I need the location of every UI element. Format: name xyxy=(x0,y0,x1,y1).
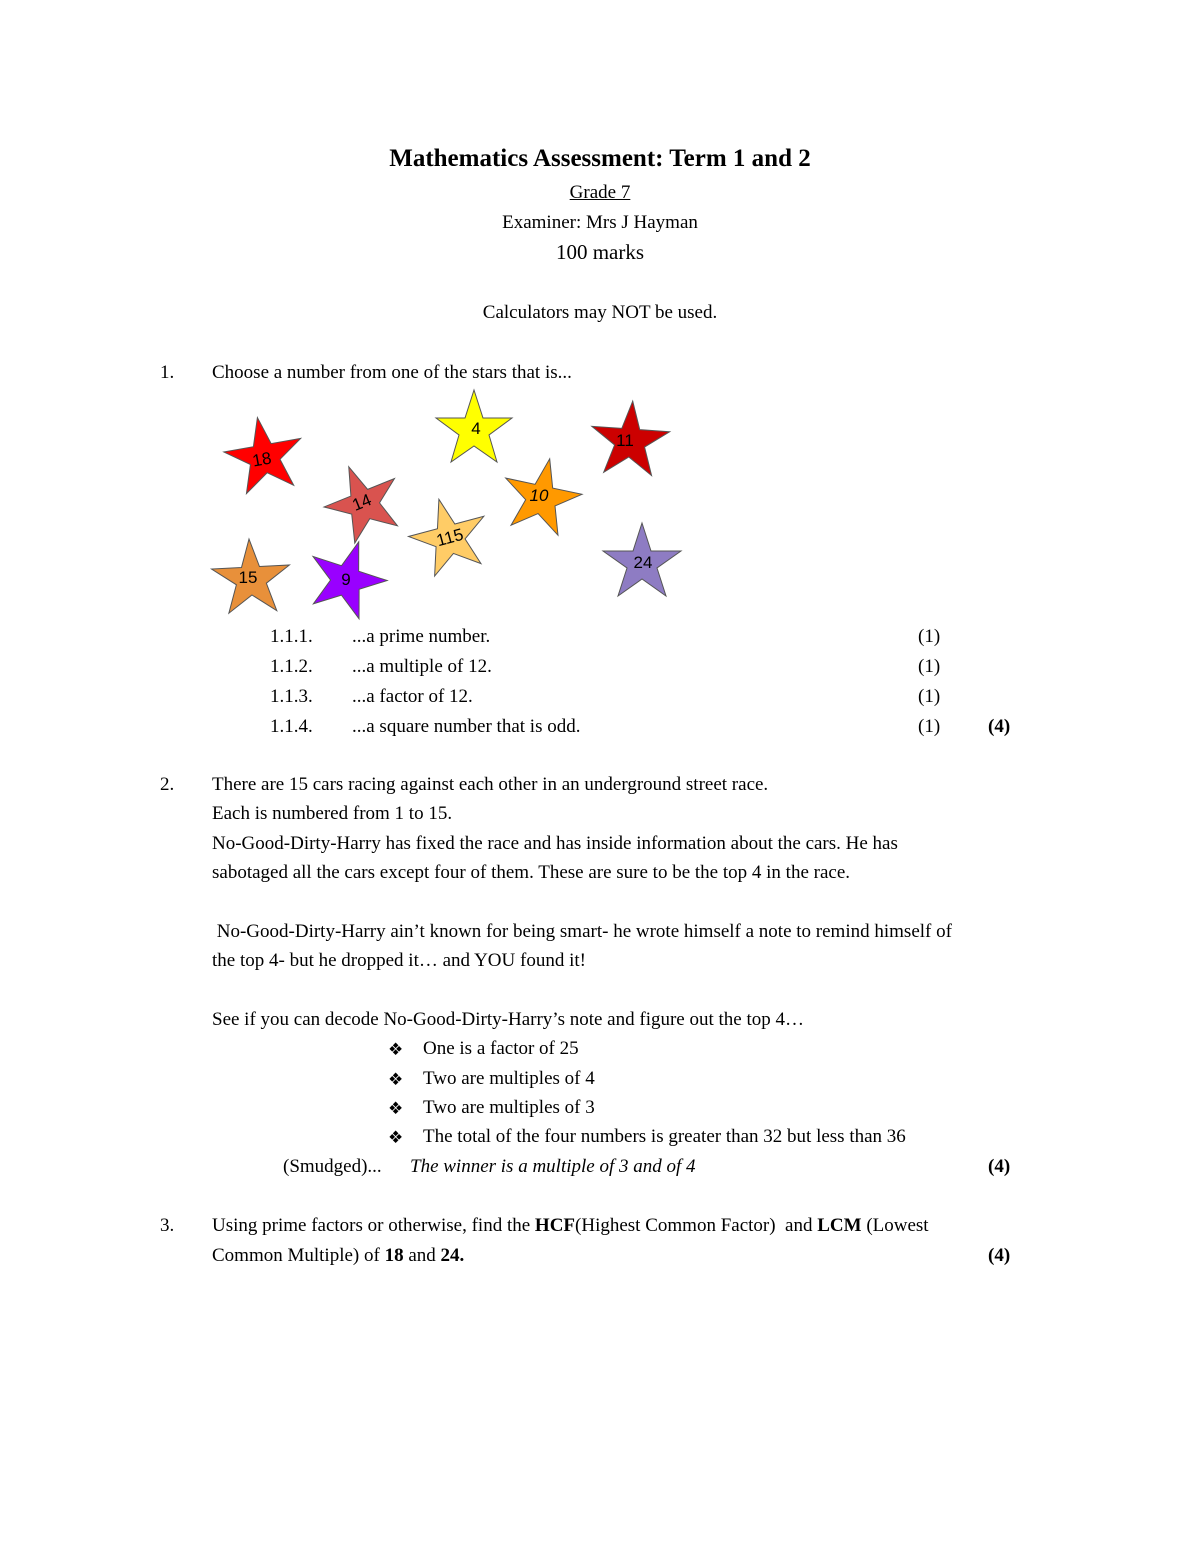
winner-clue: The winner is a multiple of 3 and of 4 xyxy=(410,1156,696,1177)
q1-sub-number: 1.1.3. xyxy=(270,686,313,707)
stars-figure xyxy=(0,0,1200,640)
clue-item: The total of the four numbers is greater than 32 but less than 36 xyxy=(423,1126,906,1147)
q1-total-mark: (4) xyxy=(988,716,1011,737)
q1-sub-number: 1.1.4. xyxy=(270,716,313,737)
q1-sub-text: ...a prime number. xyxy=(352,626,491,647)
smudged-label: (Smudged)... xyxy=(283,1156,382,1177)
star-label: 15 xyxy=(238,568,258,587)
clue-item: One is a factor of 25 xyxy=(423,1038,579,1059)
question-3-line-2: Common Multiple) of 18 and 24. xyxy=(212,1245,465,1266)
question-2-number: 2. xyxy=(160,774,175,795)
star-11 xyxy=(589,398,672,476)
q1-sub-mark: (1) xyxy=(918,626,941,647)
question-2-line: sabotaged all the cars except four of them. These are sure to be the top 4 in the race. xyxy=(212,862,851,883)
star-label: 18 xyxy=(250,448,273,471)
diamond-bullet-icon: ❖ xyxy=(388,1070,404,1089)
total-marks: 100 marks xyxy=(555,240,645,264)
q1-sub-mark: (1) xyxy=(918,716,941,737)
grade-label: Grade 7 xyxy=(569,182,631,203)
star-label: 14 xyxy=(349,490,375,515)
question-2-line: No-Good-Dirty-Harry has fixed the race and has inside information about the cars. He has xyxy=(212,833,898,854)
question-2-line: There are 15 cars racing against each other in an underground street race. xyxy=(212,774,769,795)
q1-sub-mark: (1) xyxy=(918,656,941,677)
question-1-text: Choose a number from one of the stars that is... xyxy=(212,362,572,383)
q1-sub-number: 1.1.1. xyxy=(270,626,313,647)
clue-item: Two are multiples of 4 xyxy=(423,1068,595,1089)
diamond-bullet-icon: ❖ xyxy=(388,1040,404,1059)
star-115 xyxy=(401,489,495,580)
q2-total-mark: (4) xyxy=(988,1156,1011,1177)
star-label: 10 xyxy=(529,486,549,505)
q1-sub-text: ...a square number that is odd. xyxy=(352,716,581,737)
q1-sub-number: 1.1.2. xyxy=(270,656,313,677)
question-1-number: 1. xyxy=(160,362,175,383)
star-24 xyxy=(603,523,681,596)
star-label: 24 xyxy=(633,553,653,572)
examiner-label: Examiner: Mrs J Hayman xyxy=(502,212,698,233)
star-15 xyxy=(210,537,292,614)
q1-sub-mark: (1) xyxy=(918,686,941,707)
star-label: 115 xyxy=(434,524,466,551)
page-title: Mathematics Assessment: Term 1 and 2 xyxy=(389,145,811,172)
star-label: 11 xyxy=(616,431,634,450)
star-4 xyxy=(436,390,512,462)
star-9 xyxy=(299,530,396,624)
q1-sub-text: ...a factor of 12. xyxy=(352,686,473,707)
question-2-line: See if you can decode No-Good-Dirty-Harry’s note and figure out the top 4… xyxy=(212,1009,804,1030)
star-10 xyxy=(496,451,587,539)
question-3-line-1: Using prime factors or otherwise, find the HCF(Highest Common Factor) and LCM (Lowest xyxy=(212,1215,929,1236)
star-label: 4 xyxy=(471,419,481,438)
diamond-bullet-icon: ❖ xyxy=(388,1128,404,1147)
question-2-line: No-Good-Dirty-Harry ain’t known for being smart- he wrote himself a note to remind himself of xyxy=(212,921,952,942)
diamond-bullet-icon: ❖ xyxy=(388,1099,404,1118)
star-18 xyxy=(219,411,308,496)
q3-total-mark: (4) xyxy=(988,1245,1011,1266)
question-2-line: the top 4- but he dropped it… and YOU found it! xyxy=(212,950,586,971)
question-2-line: Each is numbered from 1 to 15. xyxy=(212,803,453,824)
clue-item: Two are multiples of 3 xyxy=(423,1097,595,1118)
star-14 xyxy=(314,453,412,549)
star-label: 9 xyxy=(341,570,351,589)
calculator-notice: Calculators may NOT be used. xyxy=(482,302,718,323)
q1-sub-text: ...a multiple of 12. xyxy=(352,656,492,677)
question-3-number: 3. xyxy=(160,1215,175,1236)
